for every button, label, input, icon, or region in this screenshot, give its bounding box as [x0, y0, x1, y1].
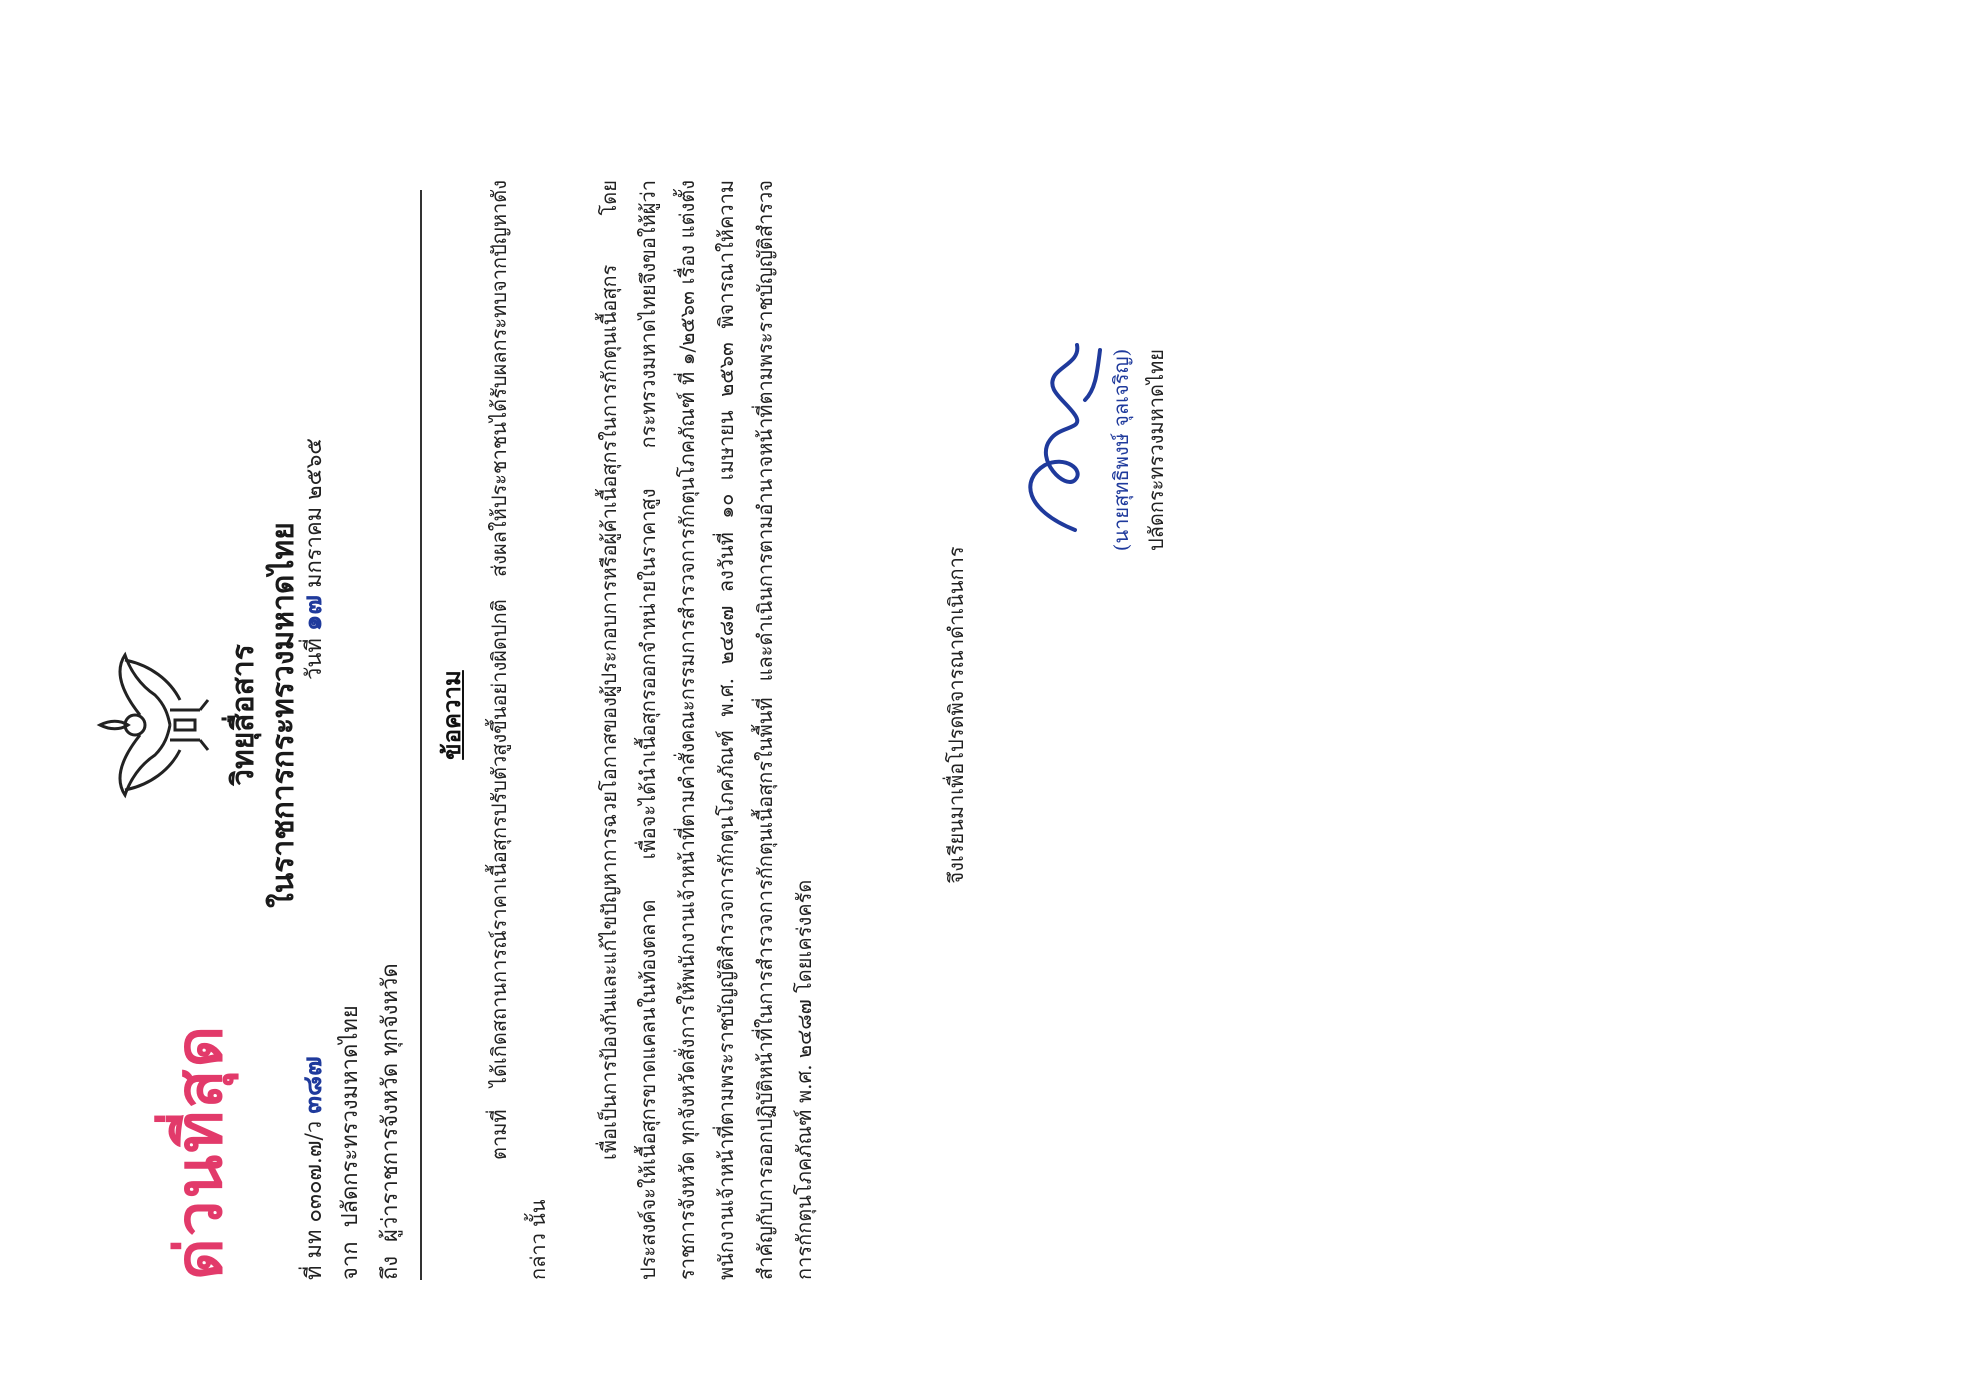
closing-line: จึงเรียนมาเพื่อโปรดพิจารณาดำเนินการ: [944, 546, 968, 884]
date-month-year: มกราคม ๒๕๖๕: [302, 438, 327, 589]
document-date: [292, 438, 333, 680]
from-value: ปลัดกระทรวงมหาดไทย: [338, 1005, 363, 1228]
document-page: [60, 70, 1900, 1360]
reference-prefix: ที่ มท ๐๓๐๗.๗/ว: [302, 1120, 327, 1280]
date-handwritten-day: ๑๗: [298, 595, 328, 632]
signatory-position: ปลัดกระทรวงมหาดไทย: [1144, 349, 1168, 552]
message-heading: ข้อความ: [437, 670, 466, 760]
document-title: วิทยุสื่อสาร: [226, 644, 261, 786]
from-line: [332, 1005, 367, 1280]
message-paragraph-1: ตามที่ ได้เกิดสถานการณ์ราคาเนื้อสุกรปรับตัวสูงขึ้นอย่างผิดปกติ ส่งผลให้ประชาชนได้รับผลกระทบจากปัญหาดังกล่าว นั้น: [487, 180, 550, 1280]
message-paragraph-2: เพื่อเป็นการป้องกันและแก้ไขปัญหาการฉวยโอกาสของผู้ประกอบการหรือผู้ค้าเนื้อสุกรในการกักตุนเนื้อสุกร โดยประสงค์จะให้เนื้อสุกรขาดแคลนในท้องตลาด เพื่อจะได้นำเนื้อสุกรออกจำหน่ายในราคาสูง กระทรวงมหาดไทยจึงขอให้ผู้ว่าราชการจังหวัด ทุกจังหวัดสั่งการให้พนักงานเจ้าหน้าที่ตามคำสั่งคณะกรรมการสำรวจการกักตุนโภคภัณฑ์ ที่ ๑/๒๕๖๓ เรื่อง แต่งตั้งพนักงานเจ้าหน้าที่ตามพระราชบัญญัติสำรวจการกักตุนโภคภัณฑ์ พ.ศ. ๒๔๘๗ ลงวันที่ ๑๐ เมษายน ๒๕๖๓ พิจารณาให้ความสำคัญกับการออกปฏิบัติหน้าที่ในการสำรวจการกักตุนเนื้อสุกรในพื้นที่ และดำเนินการตามอำนาจหน้าที่ตามพระราชบัญญัติสำรวจการกักตุนโภคภัณฑ์ พ.ศ. ๒๔๘๗ โดยเคร่งครัด: [597, 180, 816, 1280]
urgency-stamp: ด่วนที่สุด: [162, 1023, 237, 1280]
handwritten-signature: [1005, 330, 1110, 550]
document-subtitle: ในราชการกระทรวงมหาดไทย: [266, 522, 301, 908]
date-prefix: วันที่: [302, 638, 327, 680]
header-divider: [420, 190, 422, 1280]
to-value: ผู้ว่าราชการจังหวัด ทุกจังหวัด: [378, 963, 403, 1242]
reference-number: [292, 1056, 333, 1280]
garuda-emblem: [80, 650, 210, 800]
to-label: ถึง: [378, 1255, 403, 1280]
to-line: [372, 963, 407, 1280]
signatory-name: (นายสุทธิพงษ์ จุลเจริญ): [1109, 348, 1133, 552]
from-label: จาก: [338, 1241, 363, 1280]
reference-handwritten-number: ๓๘๗: [298, 1056, 328, 1114]
